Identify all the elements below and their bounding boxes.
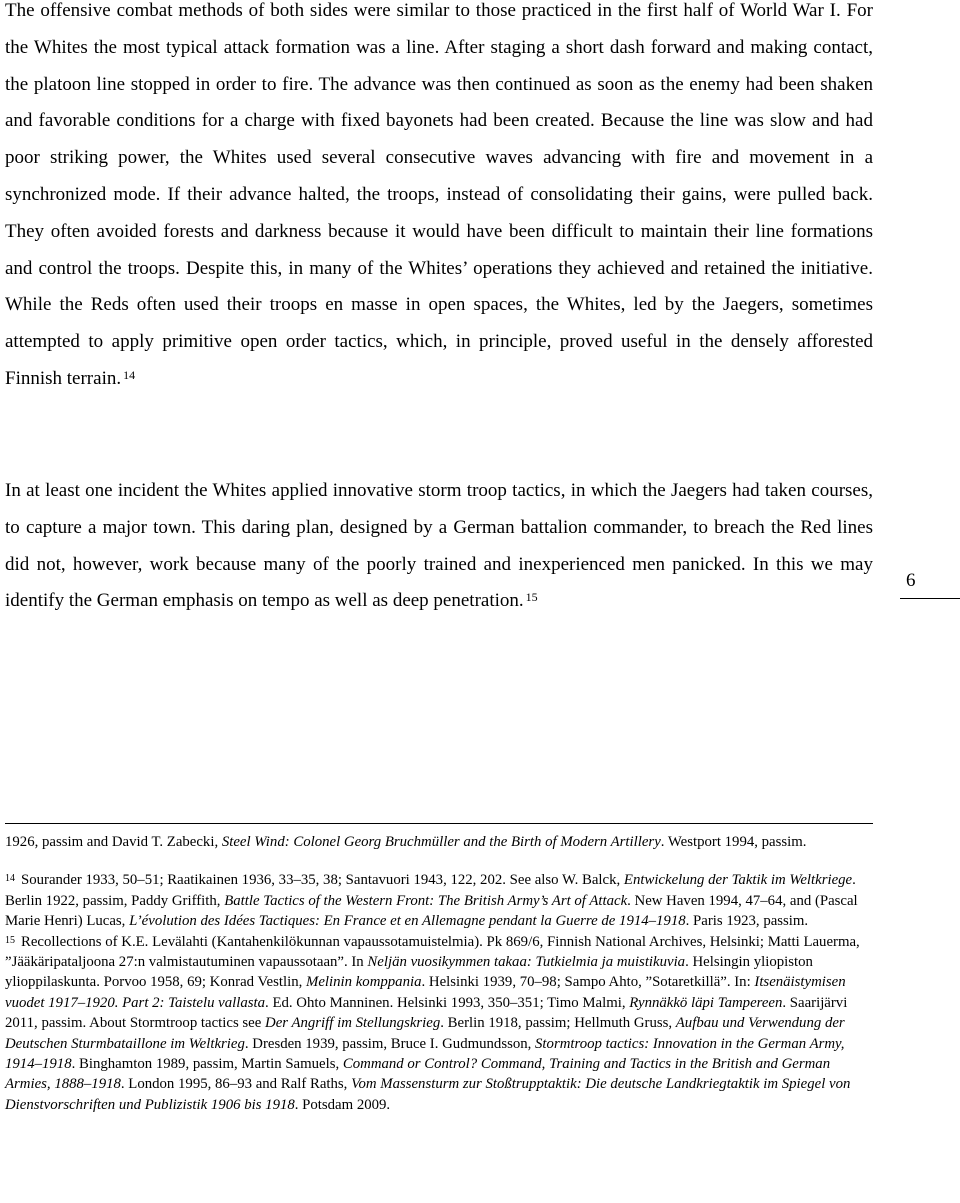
- footnote-text: . Westport 1994, passim.: [660, 834, 807, 850]
- footnote-title: Vom Massensturm zur Stoßtrupptaktik: Die deutsche Landkriegtaktik im Spiegel von Dienstvorschriften und Publizistik 1906 bis 1918: [5, 1076, 851, 1113]
- footnote-title: Rynnäkkö läpi Tampereen: [629, 994, 783, 1011]
- paragraph-text: In at least one incident the Whites applied innovative storm troop tactics, in which the Jaegers had taken courses, to capture a major town. This daring plan, designed by a German battalion commander, to breach the Red lines did not, however, work because many of the poorly trained and inexperienced men panicked. In this we may identify the German emphasis on tempo as well as deep penetration.: [5, 480, 873, 612]
- footnote-text: Sourander 1933, 50–51; Raatikainen 1936, 33–35, 38; Santavuori 1943, 122, 202. See also W. Balck,: [21, 872, 624, 889]
- footnotes: [5, 832, 873, 1115]
- footnote-text: . Paris 1923, passim.: [685, 913, 809, 930]
- footnote-title: Steel Wind: Colonel Georg Bruchmüller and the Birth of Modern Artillery: [221, 834, 661, 850]
- page-number-rule: [900, 598, 960, 599]
- footnote-title: L’évolution des Idées Tactiques: En France et en Allemagne pendant la Guerre de 1914–1918: [129, 913, 686, 930]
- footnote-text: . Helsingin yliopiston ylioppilaskunta. Porvoo 1958, 69; Konrad Vestlin,: [5, 954, 813, 991]
- footnote-text: . Berlin 1922, passim, Paddy Griffith,: [5, 872, 856, 909]
- footnote-title: Entwickelung der Taktik im Weltkriege: [623, 872, 853, 889]
- footnote-title: Neljän vuosikymmen takaa: Tutkielmia ja muistikuvia: [367, 954, 686, 971]
- paragraph-text: The offensive combat methods of both sides were similar to those practiced in the first half of World War I. For the Whites the most typical attack formation was a line. After staging a short dash forward and making contact, the platoon line stopped in order to fire. The advance was then continued as soon as the enemy had been shaken and favorable conditions for a charge with fixed bayonets had been created. Because the line was slow and had poor striking power, the Whites used several consecutive waves advancing with fire and movement in a synchronized mode. If their advance halted, the troops, instead of consolidating their gains, were pulled back. They often avoided forests and darkness because it would have been difficult to maintain their line formations and control the troops. Despite this, in many of the Whites’ operations they achieved and retained the initiative. While the Reds often used their troops en masse in open spaces, the Whites, led by the Jaegers, sometimes attempted to apply primitive open order tactics, which, in principle, proved useful in the densely afforested Finnish terrain.: [5, 0, 873, 389]
- footnote-text: . Binghamton 1989, passim, Martin Samuels,: [71, 1056, 343, 1073]
- footnote-title: Der Angriff im Stellungskrieg: [265, 1015, 441, 1032]
- footnote-number: 14: [5, 873, 15, 885]
- footnote-text: . Saarijärvi 2011, passim. About Stormtroop tactics see: [5, 994, 848, 1032]
- footnote-title: Itsenäistymisen vuodet 1917–1920. Part 2: Taistelu vallasta: [5, 974, 846, 1011]
- footnote-text: Recollections of K.E. Levälahti (Kantahenkilökunnan vapaussotamuistelmia). Pk 869/6, Finnish National Archives, Helsinki; Matti Lauerma, ”Jääkäripataljoona 27:n valmistautuminen vapaussotaan”. In: [5, 933, 860, 971]
- footnote-separator: [5, 823, 873, 824]
- footnote-text: . London 1995, 86–93 and Ralf Raths,: [120, 1076, 352, 1093]
- footnote-text: . Berlin 1918, passim; Hellmuth Gruss,: [440, 1015, 676, 1032]
- footnote-text: . Potsdam 2009.: [294, 1096, 391, 1113]
- footnote-title: Aufbau und Verwendung der Deutschen Sturmbataillone im Weltkrieg: [5, 1015, 845, 1052]
- footnote-title: Command or Control? Command, Training and Tactics in the British and German Armies, 1888–1918: [5, 1056, 831, 1093]
- footnote-number: 15: [5, 934, 15, 946]
- body-paragraph: [5, 473, 873, 620]
- footnote-text: . Ed. Ohto Manninen. Helsinki 1993, 350–351; Timo Malmi,: [265, 994, 630, 1011]
- footnote-text: . Dresden 1939, passim, Bruce I. Gudmundsson,: [244, 1035, 536, 1052]
- footnote-14: [5, 870, 873, 931]
- footnote-15: [5, 932, 873, 1116]
- footnote-text: 1926, passim and David T. Zabecki,: [5, 834, 222, 850]
- footnote-text: . New Haven 1994, 47–64, and (Pascal Marie Henri) Lucas,: [5, 892, 858, 930]
- footnote-reference[interactable]: 14: [123, 367, 136, 382]
- footnote-continuation: [5, 832, 873, 852]
- body-paragraph: [5, 0, 873, 398]
- footnote-text: . Helsinki 1939, 70–98; Sampo Ahto, ”Sotaretkillä”. In:: [421, 974, 755, 991]
- footnote-title: Melinin komppania: [306, 974, 422, 991]
- page-number: 6: [906, 570, 916, 591]
- footnote-title: Battle Tactics of the Western Front: The British Army’s Art of Attack: [224, 892, 628, 909]
- footnote-reference[interactable]: 15: [525, 590, 538, 605]
- footnote-title: Stormtroop tactics: Innovation in the German Army, 1914–1918: [5, 1035, 845, 1073]
